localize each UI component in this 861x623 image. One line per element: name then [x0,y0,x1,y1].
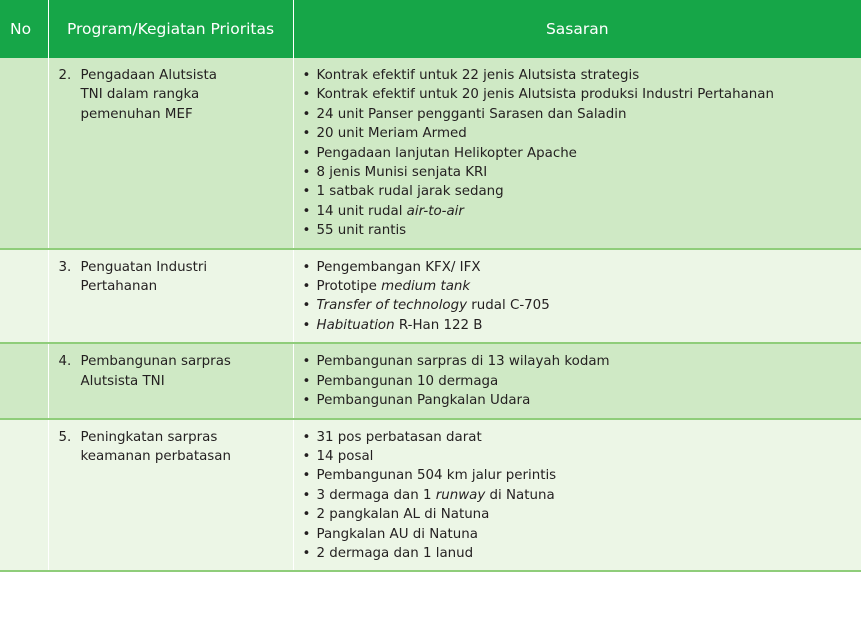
bullet-icon: • [302,145,311,161]
sasaran-cell [293,419,861,572]
bullet-icon: • [302,487,311,503]
list-item: • 55 unit rantis [303,221,852,240]
bullet-icon: • [302,448,311,464]
bullet-icon: • [302,87,311,103]
program-number: 3. [58,259,72,275]
list-item: • 14 unit rudal air-to-air [303,202,852,221]
header-no: No [0,0,48,58]
list-item: • Kontrak efektif untuk 20 jenis Alutsista produksi Industri Pertahanan [303,85,852,104]
table-row [0,249,861,344]
list-item: • Pembangunan Pangkalan Udara [303,391,852,410]
row-no-cell [0,419,48,572]
sasaran-list [303,258,852,336]
sasaran-cell [293,249,861,344]
table-row [0,58,861,249]
bullet-icon: • [302,393,311,409]
bullet-icon: • [302,373,311,389]
list-item: • 2 pangkalan AL di Natuna [303,505,852,524]
table-header-row [0,0,861,58]
program-name: Penguatan Industri Pertahanan [80,259,208,295]
row-no-cell [0,58,48,249]
table-row [0,343,861,418]
sasaran-list [303,428,852,564]
sasaran-list [303,352,852,410]
program-cell [48,249,293,344]
bullet-icon: • [302,354,311,370]
program-name: Peningkatan sarpras keamanan perbatasan [80,429,231,464]
program-name: Pengadaan Alutsista TNI dalam rangka pemenuhan MEF [80,68,217,122]
program-cell [48,419,293,572]
list-item: • Kontrak efektif untuk 22 jenis Alutsista strategis [303,66,852,85]
bullet-icon: • [302,165,311,181]
bullet-icon: • [302,184,311,200]
list-item: • 31 pos perbatasan darat [303,428,852,447]
bullet-icon: • [302,468,311,484]
sasaran-cell [293,343,861,418]
bullet-icon: • [302,298,311,314]
list-item: • Prototipe medium tank [303,277,852,296]
list-item: • Pengadaan lanjutan Helikopter Apache [303,144,852,163]
list-item: • Transfer of technology rudal C-705 [303,296,852,315]
list-item: • 8 jenis Munisi senjata KRI [303,163,852,182]
list-item: • 2 dermaga dan 1 lanud [303,544,852,563]
list-item: • 1 satbak rudal jarak sedang [303,182,852,201]
program-cell [48,343,293,418]
list-item: • 20 unit Meriam Armed [303,124,852,143]
list-item: • 24 unit Panser pengganti Sarasen dan Saladin [303,105,852,124]
bullet-icon: • [302,223,311,239]
program-number: 4. [58,354,72,370]
program-cell [48,58,293,249]
bullet-icon: • [302,106,311,122]
bullet-icon: • [302,317,311,333]
header-program: Program/Kegiatan Prioritas [48,0,293,58]
list-item: • Pembangunan 504 km jalur perintis [303,466,852,485]
bullet-icon: • [302,507,311,523]
bullet-icon: • [302,259,311,275]
list-item: • Pengembangan KFX/ IFX [303,258,852,277]
sasaran-list [303,66,852,241]
header-sasaran: Sasaran [293,0,861,58]
sasaran-cell [293,58,861,249]
program-number: 5. [58,429,72,445]
bullet-icon: • [302,203,311,219]
program-name: Pembangunan sarpras Alutsista TNI [80,354,231,389]
list-item: • Habituation R-Han 122 B [303,316,852,335]
bullet-icon: • [302,429,311,445]
bullet-icon: • [302,126,311,142]
table-row [0,419,861,572]
list-item: • 3 dermaga dan 1 runway di Natuna [303,486,852,505]
list-item: • Pangkalan AU di Natuna [303,525,852,544]
list-item: • 14 posal [303,447,852,466]
row-no-cell [0,249,48,344]
bullet-icon: • [302,68,311,83]
program-number: 2. [58,68,72,83]
list-item: • Pembangunan sarpras di 13 wilayah kodam [303,352,852,371]
list-item: • Pembangunan 10 dermaga [303,372,852,391]
bullet-icon: • [302,545,311,561]
row-no-cell [0,343,48,418]
bullet-icon: • [302,279,311,295]
bullet-icon: • [302,526,311,542]
